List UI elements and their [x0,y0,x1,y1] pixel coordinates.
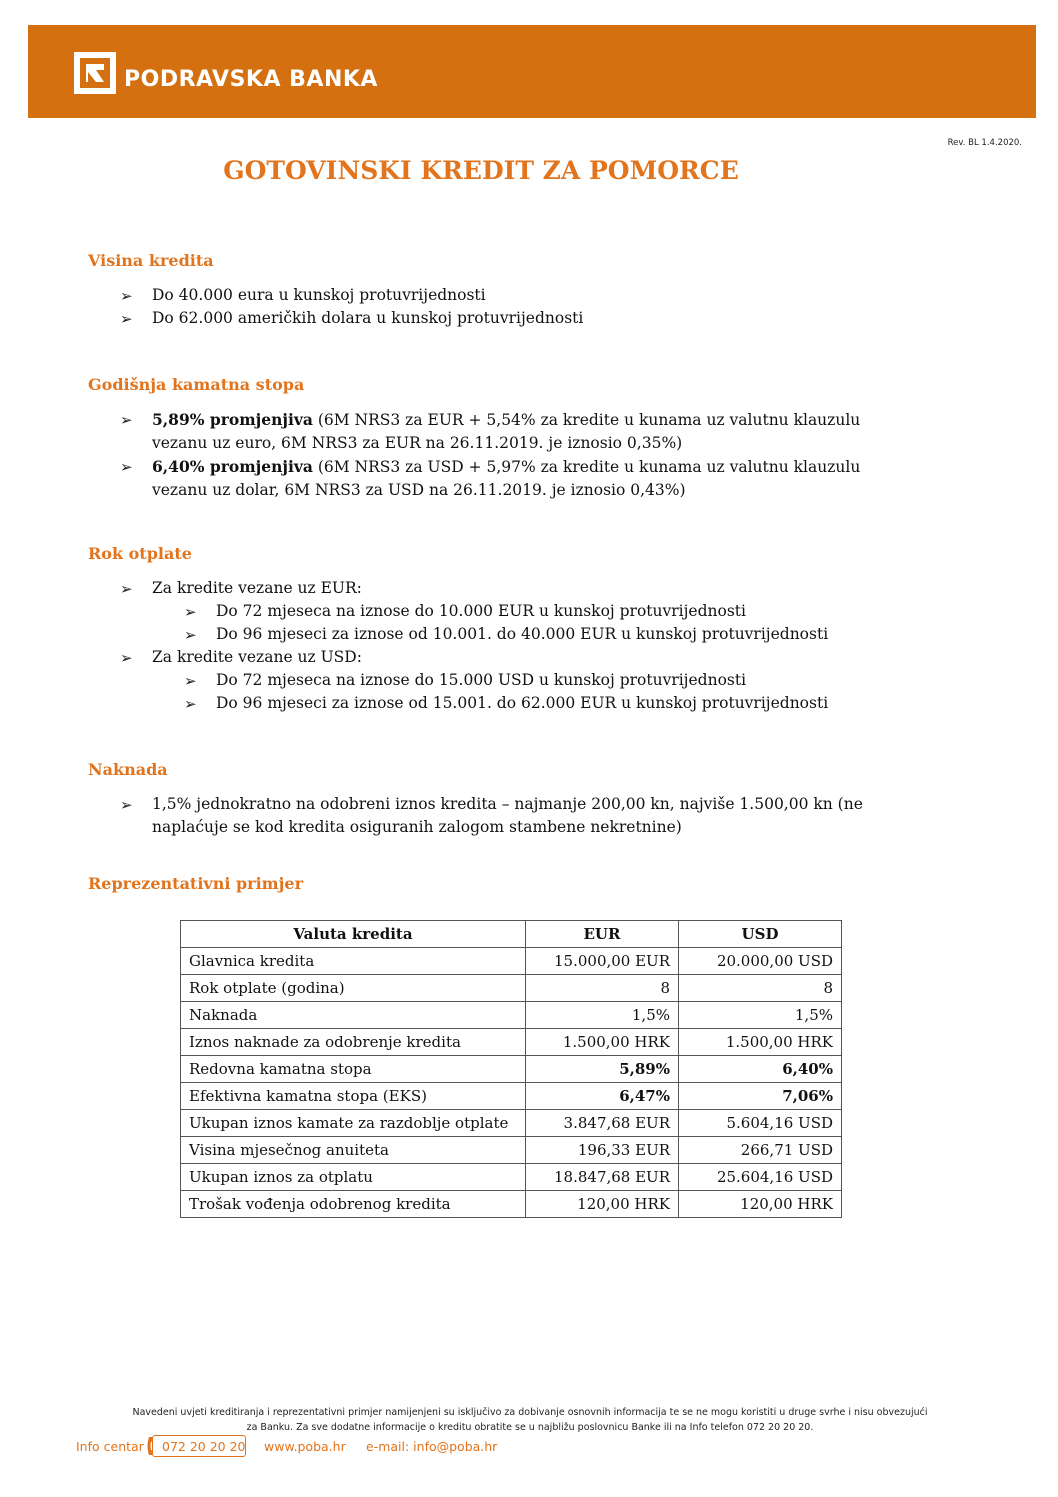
podravska-banka-logo-icon [74,52,116,94]
list-item: ➢ 1,5% jednokratno na odobreni iznos kredita – najmanje 200,00 kn, najviše 1.500,00 kn (ne naplaćuje se kod kredita osiguranih zalogom stambene nekretnine) [120,795,863,836]
table-cell-eur: 1,5% [526,1002,679,1029]
revision-label: Rev. BL 1.4.2020. [947,138,1022,148]
table-cell-usd: 7,06% [679,1083,842,1110]
list-item: ➢ Za kredite vezane uz USD: ➢ Do 72 mjeseca na iznose do 15.000 USD u kunskoj protuvrijednosti ➢ Do 96 mjeseci za iznose od 15.001. do 62.000 EUR u kunskoj protuvrijednosti [120,646,828,715]
rok-usd-sublist [152,669,828,715]
table-cell-eur: 15.000,00 EUR [526,948,679,975]
table-row [181,1191,842,1218]
table-cell-usd: 1.500,00 HRK [679,1029,842,1056]
table-row [181,948,842,975]
header-banner [28,25,1036,118]
disclaimer-line: Navedeni uvjeti kreditiranja i reprezentativni primjer namijenjeni su isključivo za dobivanje osnovnih informacija te se ne mogu koristiti u druge svrhe i nisu obvezujući [132,1407,928,1418]
list-item: ➢ Za kredite vezane uz EUR: ➢ Do 72 mjeseca na iznose do 10.000 EUR u kunskoj protuvrijednosti ➢ Do 96 mjeseci za iznose od 10.001. do 40.000 EUR u kunskoj protuvrijednosti [120,577,828,646]
table-cell-label: Naknada [181,1002,526,1029]
list-item: ➢ Do 96 mjeseci za iznose od 15.001. do 62.000 EUR u kunskoj protuvrijednosti [184,692,828,715]
table-cell-label: Redovna kamatna stopa [181,1056,526,1083]
list-item: ➢ Do 40.000 eura u kunskoj protuvrijednosti [120,284,583,307]
visina-list [120,284,583,330]
table-cell-eur: 18.847,68 EUR [526,1164,679,1191]
table-cell-eur: 120,00 HRK [526,1191,679,1218]
arrow-bullet-icon: ➢ [120,649,133,667]
representative-example-table [180,920,842,1218]
naknada-list [120,793,880,839]
table-row [181,1110,842,1137]
table-cell-usd: 8 [679,975,842,1002]
table-row [181,975,842,1002]
arrow-bullet-icon: ➢ [184,672,197,690]
header-cell: USD [679,921,842,948]
table-cell-label: Ukupan iznos za otplatu [181,1164,526,1191]
rok-list [120,577,828,715]
arrow-bullet-icon: ➢ [184,695,197,713]
disclaimer-line: za Banku. Za sve dodatne informacije o kreditu obratite se u najbližu poslovnicu Banke ili na Info telefon 072 20 20 20. [246,1422,814,1433]
website-link[interactable]: www.poba.hr [264,1439,346,1454]
list-item: ➢ Do 72 mjeseca na iznose do 15.000 USD u kunskoj protuvrijednosti [184,669,828,692]
rok-eur-sublist [152,600,828,646]
table-cell-eur: 6,47% [526,1083,679,1110]
header-cell: EUR [526,921,679,948]
table-row [181,1164,842,1191]
list-item: ➢ 5,89% promjenjiva (6M NRS3 za EUR + 5,54% za kredite u kunama uz valutnu klauzulu vezanu uz euro, 6M NRS3 za EUR na 26.11.2019. je iznosio 0,35%) [120,410,861,452]
disclaimer [70,1405,990,1435]
table-cell-label: Visina mjesečnog anuiteta [181,1137,526,1164]
table-cell-label: Glavnica kredita [181,948,526,975]
arrow-bullet-icon: ➢ [120,458,133,476]
table-cell-usd: 266,71 USD [679,1137,842,1164]
list-item: ➢ Do 72 mjeseca na iznose do 10.000 EUR u kunskoj protuvrijednosti [184,600,828,623]
table-cell-usd: 120,00 HRK [679,1191,842,1218]
table-cell-label: Rok otplate (godina) [181,975,526,1002]
arrow-bullet-icon: ➢ [184,603,197,621]
arrow-bullet-icon: ➢ [120,580,133,598]
table-row [181,1083,842,1110]
page-title: GOTOVINSKI KREDIT ZA POMORCE [223,156,739,185]
table-cell-label: Iznos naknade za odobrenje kredita [181,1029,526,1056]
kamata-list [120,408,880,502]
table-header-row [181,921,842,948]
list-item: ➢ Do 96 mjeseci za iznose od 10.001. do 40.000 EUR u kunskoj protuvrijednosti [184,623,828,646]
header-cell: Valuta kredita [181,921,526,948]
table-cell-usd: 5.604,16 USD [679,1110,842,1137]
arrow-bullet-icon: ➢ [120,310,133,328]
table-cell-eur: 1.500,00 HRK [526,1029,679,1056]
table-row [181,1002,842,1029]
arrow-bullet-icon: ➢ [120,287,133,305]
list-item: ➢ 6,40% promjenjiva (6M NRS3 za USD + 5,97% za kredite u kunama uz valutnu klauzulu vezanu uz dolar, 6M NRS3 za USD na 26.11.2019. je iznosio 0,43%) [120,457,861,499]
info-centar-label: Info centar [76,1439,144,1454]
table-cell-usd: 20.000,00 USD [679,948,842,975]
table-row [181,1029,842,1056]
table-cell-eur: 3.847,68 EUR [526,1110,679,1137]
table-cell-label: Efektivna kamatna stopa (EKS) [181,1083,526,1110]
section-heading-visina: Visina kredita [88,251,214,270]
table-cell-label: Trošak vođenja odobrenog kredita [181,1191,526,1218]
table-cell-label: Ukupan iznos kamate za razdoblje otplate [181,1110,526,1137]
table-cell-eur: 5,89% [526,1056,679,1083]
table-row [181,1056,842,1083]
table-row [181,1137,842,1164]
section-heading-rok: Rok otplate [88,544,192,563]
brand-name: PODRAVSKA BANKA [124,67,378,92]
arrow-bullet-icon: ➢ [184,626,197,644]
table-cell-usd: 1,5% [679,1002,842,1029]
arrow-bullet-icon: ➢ [120,411,133,429]
list-item: ➢ Do 62.000 američkih dolara u kunskoj protuvrijednosti [120,307,583,330]
table-cell-eur: 8 [526,975,679,1002]
section-heading-kamata: Godišnja kamatna stopa [88,375,305,394]
arrow-bullet-icon: ➢ [120,796,133,814]
section-heading-primjer: Reprezentativni primjer [88,874,303,893]
table-cell-usd: 6,40% [679,1056,842,1083]
table-body [181,948,842,1218]
phone-number[interactable]: 072 20 20 20 [162,1439,246,1454]
email-link[interactable]: e-mail: info@poba.hr [366,1439,498,1454]
table-cell-eur: 196,33 EUR [526,1137,679,1164]
table-cell-usd: 25.604,16 USD [679,1164,842,1191]
section-heading-naknada: Naknada [88,760,168,779]
